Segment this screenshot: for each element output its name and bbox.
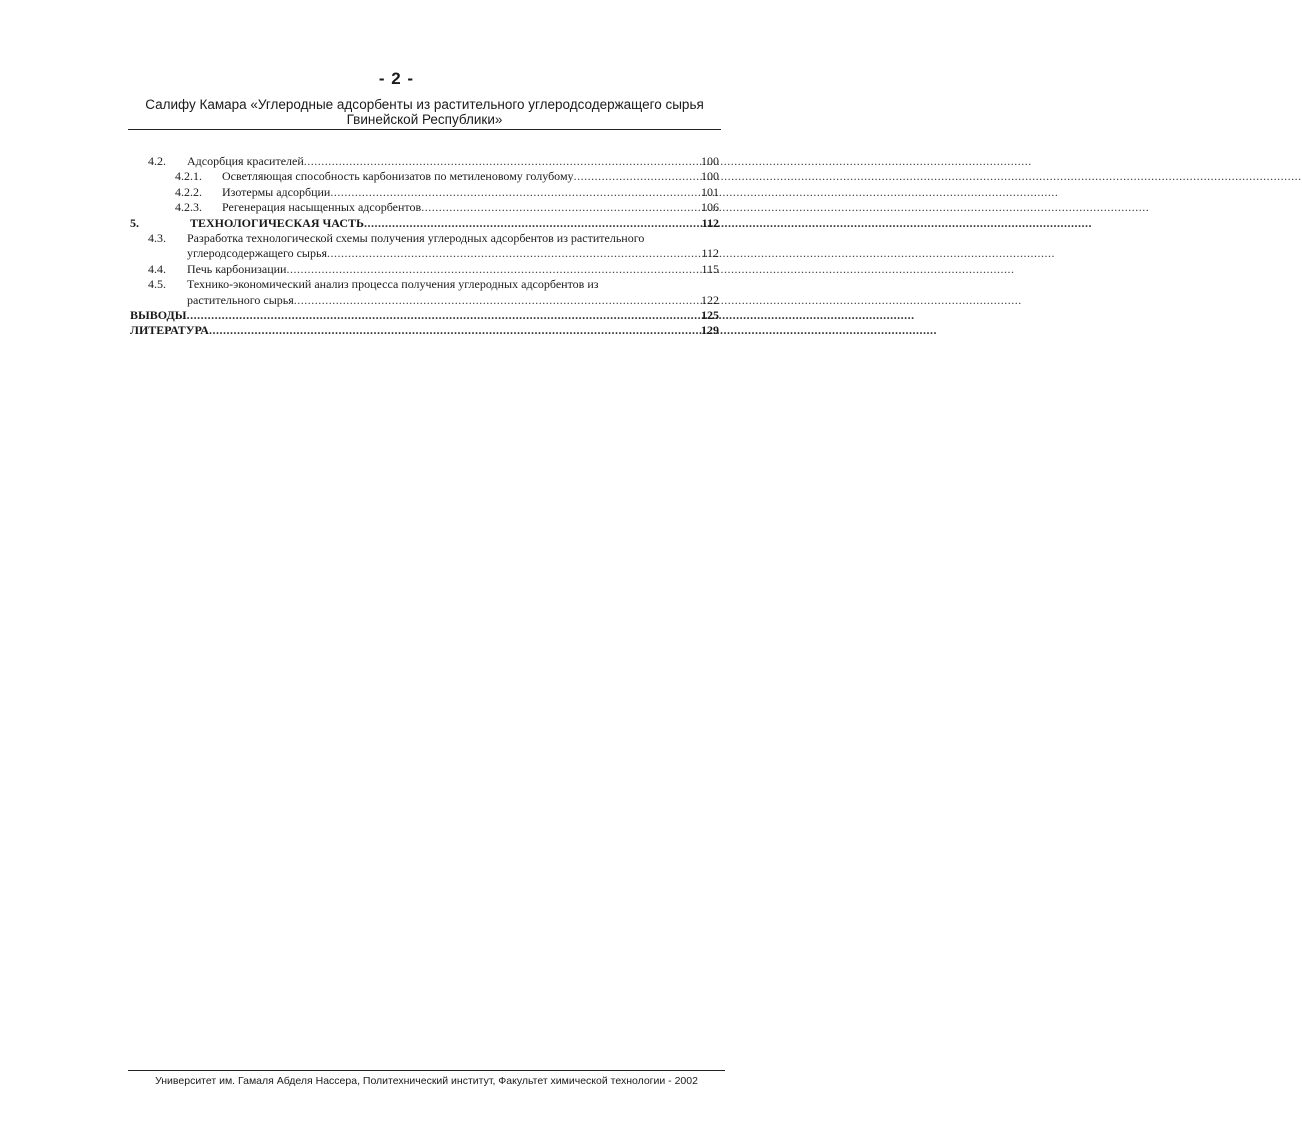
document-header — [128, 97, 721, 127]
toc-entry-number: 4.3. — [148, 231, 166, 246]
toc-entry-title: ЛИТЕРАТУРА — [130, 323, 209, 338]
toc-entry — [130, 277, 719, 292]
toc-entry-page: 100 — [701, 154, 719, 168]
toc-entry-page: 112 — [701, 246, 719, 261]
toc-entry-number: 4.5. — [148, 277, 166, 292]
toc-entry-page: 129 — [701, 323, 719, 338]
toc-entry-continuation — [130, 246, 719, 261]
toc-entry-title: ВЫВОДЫ — [130, 308, 187, 323]
toc-entry-title: Технико-экономический анализ процесса получения углеродных адсорбентов из — [187, 277, 599, 292]
toc-leader-dots — [364, 216, 700, 231]
toc-entry-number: 4.2.1. — [175, 169, 202, 184]
toc-entry — [130, 200, 719, 215]
toc-entry — [130, 154, 719, 169]
toc-entry-title: Разработка технологической схемы получения углеродных адсорбентов из растительного — [187, 231, 645, 246]
header-line-2: Гвинейской Республики» — [346, 112, 503, 127]
toc-entry — [130, 308, 719, 323]
toc-leader-dots — [187, 308, 699, 323]
toc-entry-title: Печь карбонизации — [187, 261, 287, 276]
table-of-contents — [130, 154, 719, 339]
header-line-1: Салифу Камара «Углеродные адсорбенты из растительного углеродсодержащего сырья — [145, 97, 704, 112]
toc-entry-page: 112 — [701, 215, 719, 230]
document-footer: Университет им. Гамаля Абделя Нассера, Политехнический институт, Факультет химической технологии - 2002 — [155, 1075, 698, 1087]
toc-entry-title: Регенерация насыщенных адсорбентов — [222, 200, 422, 215]
toc-entry-page: 122 — [701, 292, 719, 307]
toc-entry — [130, 262, 719, 277]
toc-leader-dots — [304, 154, 699, 169]
toc-leader-dots — [294, 293, 699, 308]
toc-entry-page: 101 — [701, 184, 719, 199]
toc-entry-page: 106 — [701, 200, 719, 215]
toc-leader-dots — [286, 262, 699, 277]
toc-entry-page: 115 — [701, 261, 719, 276]
toc-entry-page: 125 — [701, 308, 719, 323]
footer-divider — [128, 1070, 725, 1071]
toc-leader-dots — [209, 323, 699, 338]
toc-leader-dots — [330, 185, 699, 200]
toc-entry — [130, 169, 719, 184]
toc-entry-page: 100 — [701, 169, 719, 184]
toc-entry-number: 4.4. — [148, 261, 166, 276]
toc-entry — [130, 216, 719, 231]
toc-entry — [130, 231, 719, 246]
page-number: - 2 - — [378, 69, 415, 88]
toc-entry — [130, 323, 719, 338]
toc-entry-title-continuation: растительного сырья — [187, 292, 294, 307]
toc-entry — [130, 185, 719, 200]
toc-entry-title-continuation: углеродсодержащего сырья — [187, 246, 327, 261]
toc-entry-number: 5. — [130, 215, 139, 230]
toc-leader-dots — [327, 246, 699, 261]
toc-entry-title: Изотермы адсорбции — [222, 184, 331, 199]
toc-entry-number: 4.2.2. — [175, 184, 202, 199]
toc-leader-dots — [421, 200, 699, 215]
toc-entry-continuation — [130, 293, 719, 308]
toc-entry-number: 4.2.3. — [175, 200, 202, 215]
toc-entry-title: Адсорбция красителей — [187, 154, 304, 168]
header-divider — [128, 129, 721, 130]
toc-entry-number: 4.2. — [148, 154, 166, 168]
toc-entry-title: Осветляющая способность карбонизатов по метиленовому голубому — [222, 169, 574, 184]
toc-entry-title: ТЕХНОЛОГИЧЕСКАЯ ЧАСТЬ — [190, 215, 364, 230]
toc-leader-dots — [574, 169, 699, 184]
